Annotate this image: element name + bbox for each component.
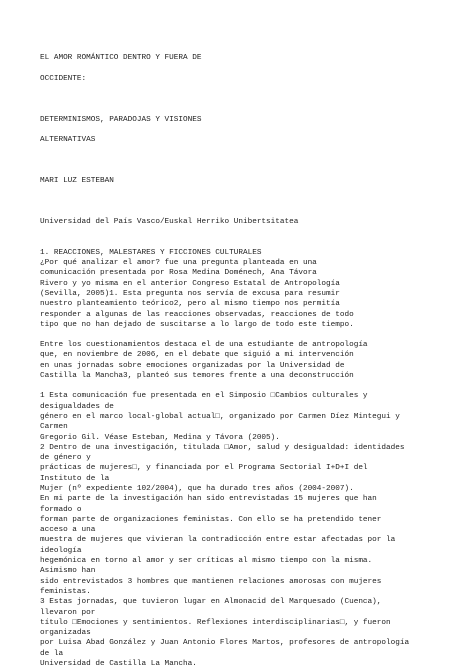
section-line: ¿Por qué analizar el amor? fue una pregunta planteada en una	[40, 259, 317, 268]
section-1	[40, 248, 432, 330]
paragraph-2	[40, 340, 432, 381]
footnote-line: desigualdades de	[40, 402, 114, 411]
paragraph-line: que, en noviembre de 2006, en el debate que siguió a mi intervención	[40, 351, 354, 360]
title-line: EL AMOR ROMÁNTICO DENTRO Y FUERA DE	[40, 54, 202, 63]
document-subtitle	[40, 104, 432, 155]
author-block	[40, 166, 432, 197]
section-line: Rivero y yo misma en el anterior Congreso Estatal de Antropología	[40, 279, 340, 288]
footnote-line: En mi parte de la investigación han sido entrevistadas 15 mujeres que han	[40, 495, 377, 504]
footnote-line: 2 Dentro de una investigación, titulada □Amor, salud y desigualdad: identidades	[40, 443, 405, 452]
footnote-line: hegemónica en torno al amor y ser críticas al mismo tiempo con la misma.	[40, 557, 373, 566]
footnote-line: 3 Estas jornadas, que tuvieron lugar en Almonacid del Marquesado (Cuenca),	[40, 598, 382, 607]
footnote-line: título □Emociones y sentimientos. Reflexiones interdisciplinarias□, y fueron	[40, 618, 391, 627]
section-line: responder a algunas de las reacciones observadas, reacciones de todo	[40, 310, 354, 319]
section-line: tipo que no han dejado de suscitarse a lo largo de todo este tiempo.	[40, 320, 354, 329]
footnote-line: Carmen	[40, 423, 68, 432]
footnote-line: acceso a una	[40, 526, 96, 535]
subtitle-line: DETERMINISMOS, PARADOJAS Y VISIONES	[40, 115, 202, 124]
document-title	[40, 43, 432, 94]
footnote-line: de la	[40, 649, 64, 658]
footnote-line: formado o	[40, 505, 82, 514]
footnote-line: Universidad de Castilla La Mancha.	[40, 660, 197, 669]
paragraph-line: en unas jornadas sobre emociones organizadas por la Universidad de	[40, 361, 345, 370]
footnote-line: sido entrevistados 3 hombres que mantienen relaciones amorosas con mujeres	[40, 577, 382, 586]
title-line: OCCIDENTE:	[40, 74, 87, 83]
paragraph-line: Castilla la Mancha3, planteó sus temores frente a una deconstrucción	[40, 372, 354, 381]
footnote-line: 1 Esta comunicación fue presentada en el Simposio □Cambios culturales y	[40, 392, 368, 401]
author-name: MARI LUZ ESTEBAN	[40, 177, 114, 186]
paragraph-line: Entre los cuestionamientos destaca el de una estudiante de antropología	[40, 341, 368, 350]
footnote-line: muestra de mujeres que vivieran la contradicción entre estar afectadas por la	[40, 536, 396, 545]
footnote-line: Asimismo han	[40, 567, 96, 576]
subtitle-line: ALTERNATIVAS	[40, 136, 96, 145]
footnote-line: ideología	[40, 546, 82, 555]
footnote-line: por Luisa Abad González y Juan Antonio Flores Martos, profesores de antropología	[40, 639, 410, 648]
affiliation: Universidad del País Vasco/Euskal Herriko Unibertsitatea	[40, 218, 299, 227]
section-line: nuestro planteamiento teórico2, pero al mismo tiempo nos permitía	[40, 300, 340, 309]
footnote-line: forman parte de organizaciones feministas. Con ello se ha pretendido tener	[40, 515, 382, 524]
footnote-line: género en el marco local-global actual□, organizado por Carmen Díez Mintegui y	[40, 412, 400, 421]
footnote-line: Mujer (nº expediente 102/2004), que ha durado tres años (2004-2007).	[40, 484, 354, 493]
footnote-line: de género y	[40, 454, 91, 463]
footnote-line: prácticas de mujeres□, y financiada por el Programa Sectorial I+D+I del	[40, 464, 368, 473]
section-line: (Sevilla, 2005)1. Esta pregunta nos servía de excusa para resumir	[40, 289, 340, 298]
footnote-line: Gregorio Gil. Véase Esteban, Medina y Távora (2005).	[40, 433, 280, 442]
footnote-line: Instituto de la	[40, 474, 110, 483]
footnote-line: feministas.	[40, 587, 91, 596]
affiliation-block	[40, 207, 432, 238]
section-line: comunicación presentada por Rosa Medina Doménech, Ana Távora	[40, 269, 317, 278]
footnote-line: organizadas	[40, 629, 91, 638]
section-line: 1. REACCIONES, MALESTARES Y FICCIONES CULTURALES	[40, 248, 262, 257]
footnotes	[40, 391, 432, 669]
footnote-line: llevaron por	[40, 608, 96, 617]
